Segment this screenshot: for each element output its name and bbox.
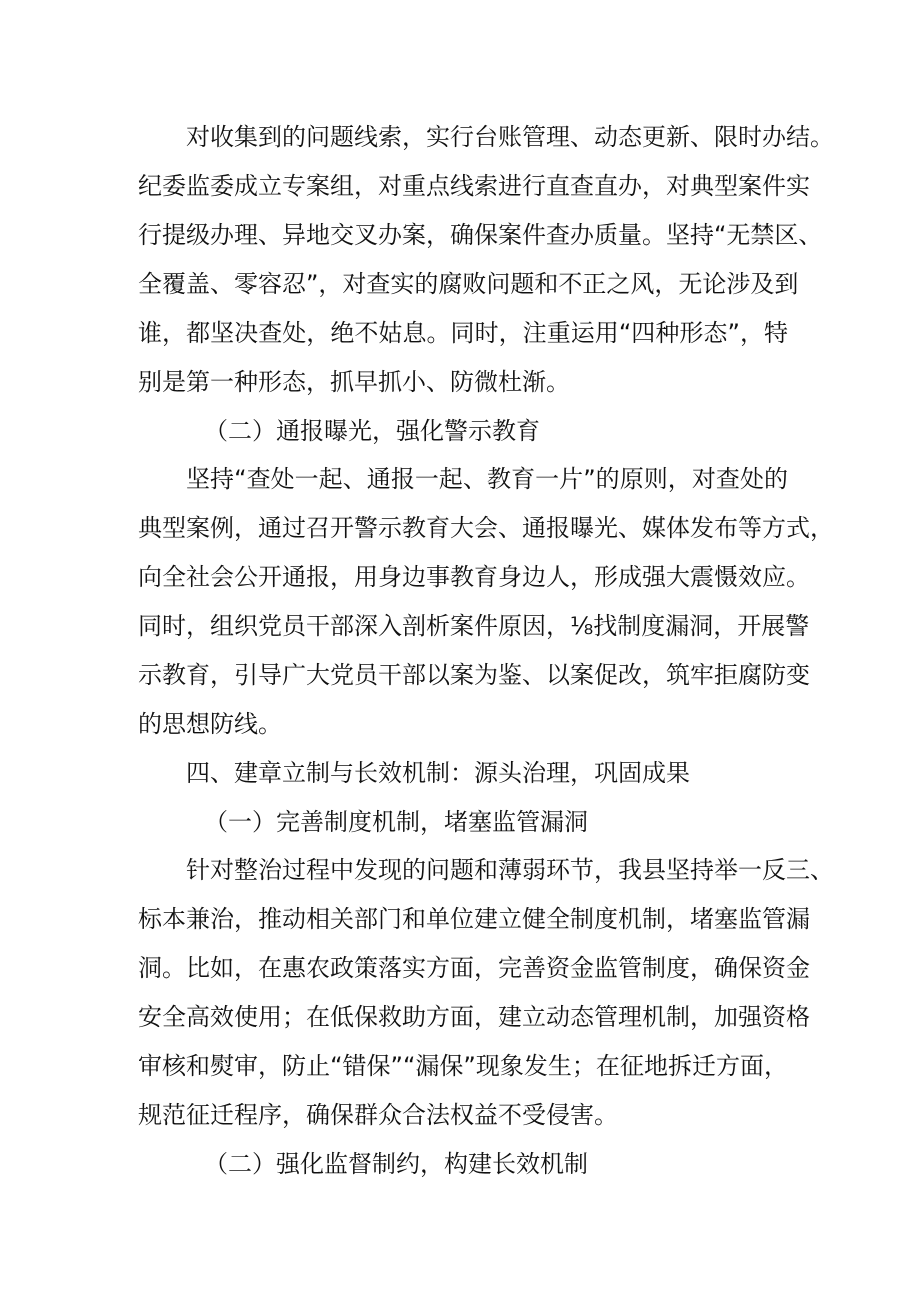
paragraph-line: 纪委监委成立专案组，对重点线索进行直查直办，对典型案件实 <box>138 172 810 200</box>
paragraph-line: 的思想防线。 <box>138 710 282 738</box>
section-heading: （一）完善制度机制，堵塞监管漏洞 <box>204 808 588 836</box>
paragraph-line: 向全社会公开通报，用身边事教育身边人，形成强大震慑效应。 <box>138 563 810 591</box>
paragraph-line: 行提级办理、异地交叉办案，确保案件查办质量。坚持“无禁区、 <box>138 221 823 249</box>
paragraph-line: 标本兼治，推动相关部门和单位建立健全制度机制，堵塞监管漏 <box>138 905 810 933</box>
paragraph-line: 对收集到的问题线索，实行台账管理、动态更新、限时办结。 <box>186 123 834 151</box>
paragraph-line: 谁，都坚决查处，绝不姑息。同时，注重运用“四种形态”，特 <box>138 319 788 347</box>
paragraph-line: 示教育，引导广大党员干部以案为鉴、以案促改，筑牢拒腐防变 <box>138 661 810 689</box>
paragraph-line: 别是第一种形态，抓早抓小、防微杜渐。 <box>138 368 570 396</box>
paragraph-line: 典型案例，通过召开警示教育大会、通报曝光、媒体发布等方式， <box>138 514 834 542</box>
section-heading: （二）通报曝光，强化警示教育 <box>204 417 540 445</box>
paragraph-line: 安全高效使用；在低保救助方面，建立动态管理机制，加强资格 <box>138 1003 810 1031</box>
section-heading: （二）强化监督制约，构建长效机制 <box>204 1150 588 1178</box>
paragraph-line: 规范征迁程序，确保群众合法权益不受侵害。 <box>138 1101 618 1129</box>
paragraph-line: 审核和熨审，防止“错保”“漏保”现象发生；在征地拆迁方面， <box>138 1052 788 1080</box>
paragraph-line: 洞。比如，在惠农政策落实方面，完善资金监管制度，确保资金 <box>138 954 810 982</box>
paragraph-line: 坚持“查处一起、通报一起、教育一片”的原则，对查处的 <box>186 465 788 493</box>
paragraph-line: 全覆盖、零容忍”，对查实的腐败问题和不正之风，无论涉及到 <box>138 270 799 298</box>
paragraph-line: 针对整治过程中发现的问题和薄弱环节，我县坚持举一反三、 <box>186 856 834 884</box>
paragraph-line: 同时，组织党员干部深入剖析案件原因，⅛找制度漏洞，开展警 <box>138 612 810 640</box>
chapter-heading: 四、建章立制与长效机制：源头治理，巩固成果 <box>186 759 690 787</box>
